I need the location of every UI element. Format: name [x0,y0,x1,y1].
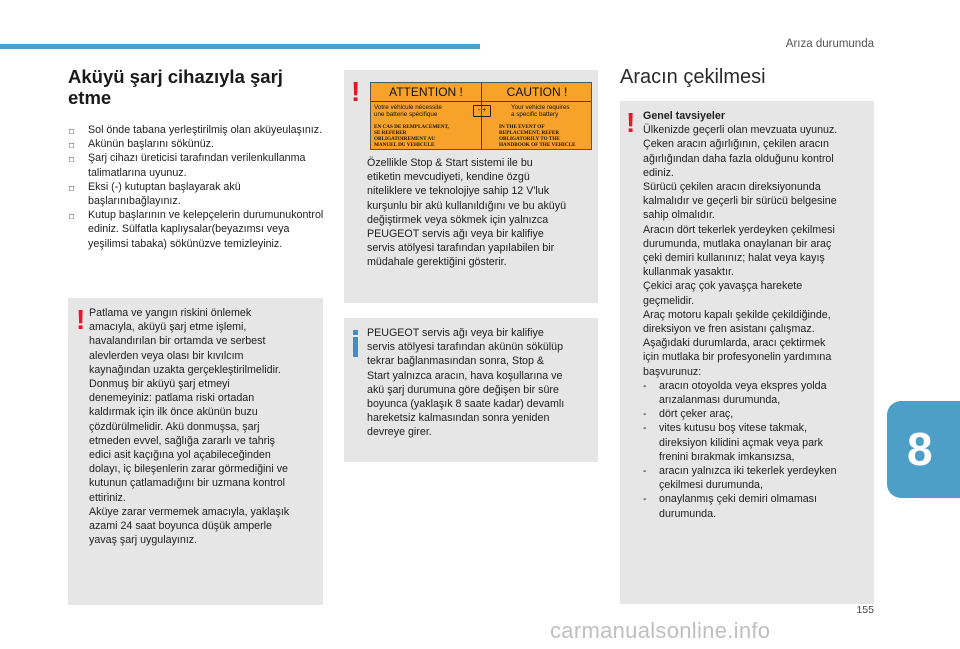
warning-icon: ! [76,304,86,335]
info-text: PEUGEOT servis ağı veya bir kalifiye servis atölyesi tarafından akünün sökülüp tekrar bağlanmasından sonra, Stop & Start yalnızca aracın, hava koşullarına ve akü şarj durumuna göre değişen bir süre boyunca (yaklaşık 8 saate kadar) devamlı hareketsiz kalmasından sonra yeniden devreye girer. [367,327,565,439]
label-caution: CAUTION ! [506,85,568,99]
info-panel-stop-start [344,318,598,462]
list-item: - aracın yalnızca iki tekerlek yerdeyken çekilmesi durumunda, [643,465,837,492]
warning-text: Özellikle Stop & Start sistemi ile bu etiketin mevcudiyeti, kendine özgü niteliklere ve teknolojiye sahip 12 V'luk kurşunlu bir akü kullanıldığını ve bu aküyü değiştirmek veya sökmek için yalnızca PEUGEOT servis ağı veya bir kalifiye servis atölyesi tarafından yapılabilen bir müdahale gerektiğini gösterir. [367,157,567,269]
info-icon [353,337,358,357]
label-attention: ATTENTION ! [389,85,463,99]
list-item: - dört çeker araç, [643,408,734,421]
chapter-tab: 8 [887,401,960,498]
list-item: □ Sol önde tabana yerleştirilmiş olan aküyeulaşınız. [68,123,324,137]
warning-icon: ! [351,76,361,107]
towing-subtitle: Genel tavsiyeler [643,110,725,122]
label-divider [371,101,591,102]
checkbox-bullet-icon: □ [69,126,75,136]
label-en-text: Your vehicle requires a specific battery [511,104,570,118]
watermark: carmanualsonline.info [550,618,771,643]
checkbox-bullet-icon: □ [69,140,75,151]
list-item: □ Kutup başlarının ve kelepçelerin durumunukontrol ediniz. Sülfatla kaplıysalar(beyazımsı veya yeşilimsi tabaka) sökünüzve temizleyiniz. [69,209,324,250]
label-fr-text: Votre véhicule nécessite une batterie spécifique [374,104,442,118]
warning-text: Patlama ve yangın riskini önlemek amacıyla, aküyü şarj etme işlemi, havalandırılan bir ortamda ve serbest alevlerden veya olası bir kıvılcım kaynağından uzakta gerçekleştirilmelidir. Donmuş bir aküyü şarj etmeyi denemeyiniz: patlama riski ortadan kaldırmak için ilk önce akünün buzu çözdürülmelidir. Akü donmuşsa, şarj etmeden evvel, sağlığa zararlı ve tahriş edici asit kaçığına yol açabileceğinden dolayı, iç bileşenlerin zarar görmediğini ve kutunun çatlamadığını bir uzmana kontrol ettiriniz. Aküye zarar vermemek amacıyla, yaklaşık azami 24 saat boyunca düşük amperle yavaş şarj uygulayınız. [89,307,290,547]
list-item: - onaylanmış çeki demiri olmaması durumunda. [643,493,817,520]
checkbox-bullet-icon: □ [69,154,75,165]
steps-list [68,123,324,251]
label-en-caps: IN THE EVENT OF REPLACEMENT, REFER OBLIGATORILY TO THE HANDBOOK OF THE VEHICLE [499,124,576,148]
warning-panel-charging [68,298,323,605]
list-item: - aracın otoyolda veya ekspres yolda arızalanması durumunda, [643,379,827,407]
checkbox-bullet-icon: □ [69,182,75,193]
list-item: □ Eksi (-) kutuptan başlayarak akü başlarınıbağlayınız. [69,180,241,208]
battery-caution-label [370,82,592,150]
warning-panel-towing [620,101,874,604]
list-item: □ Şarj cihazı üreticisi tarafından verilenkullanma talimatlarına uyunuz. [69,152,306,179]
towing-text: Genel tavsiyeler Ülkenizde geçerli olan mevzuata uyunuz. Çeken aracın ağırlığının, çekilen aracın ağırlığından daha fazla olduğunu kontrol ediniz. Sürücü çekilen aracın direksiyonunda kalmalıdır ve geçerli bir sürücü belgesine sahip olmalıdır. Aracın dört tekerlek yerdeyken çekilmesi durumunda, mutlaka onaylanan bir araç çeki demiri kullanınız; halat veya kayış kullanmak yasaktır. Çekici araç çok yavaşça harekete geçmelidir. Araç motoru kapalı şekilde çekildiğinde, direksiyon ve fren asistanı çalışmaz. Aşağıdaki durumlarda, aracı çektirmek için mutlaka bir profesyonelin yardımına başvurunuz: - aracın otoyolda veya ekspres yolda arızalanması durumunda, - dört çeker araç, - vites kutusu boş vitese takmak, direksiyon kilidini açmak veya park frenini bırakmak imkansızsa, - aracın yalnızca iki tekerlek yerdeyken çekilmesi durumunda, - onaylanmış çeki demiri olmaması durumunda. [643,109,873,521]
list-item: □ Akünün başlarını sökünüz. [68,137,324,151]
battery-icon: - + [473,105,491,117]
section-title: Aküyü şarj cihazıyla şarj etme [68,66,283,108]
towing-section-title: Aracın çekilmesi [620,66,766,88]
warning-icon: ! [626,107,636,138]
checkbox-bullet-icon: □ [69,211,75,222]
top-accent-bar [0,44,480,49]
page-number: 155 [856,604,874,616]
battery-charging-section [68,66,324,251]
list-item: - vites kutusu boş vitese takmak, direksiyon kilidini açmak veya park frenini bırakmak imkansızsa, [643,422,823,463]
running-head: Arıza durumunda [785,38,874,50]
label-fr-caps: EN CAS DE REMPLACEMENT, SE REFERER OBLIGATOIREMENT AU MANUEL DU VEHICULE [374,124,449,148]
